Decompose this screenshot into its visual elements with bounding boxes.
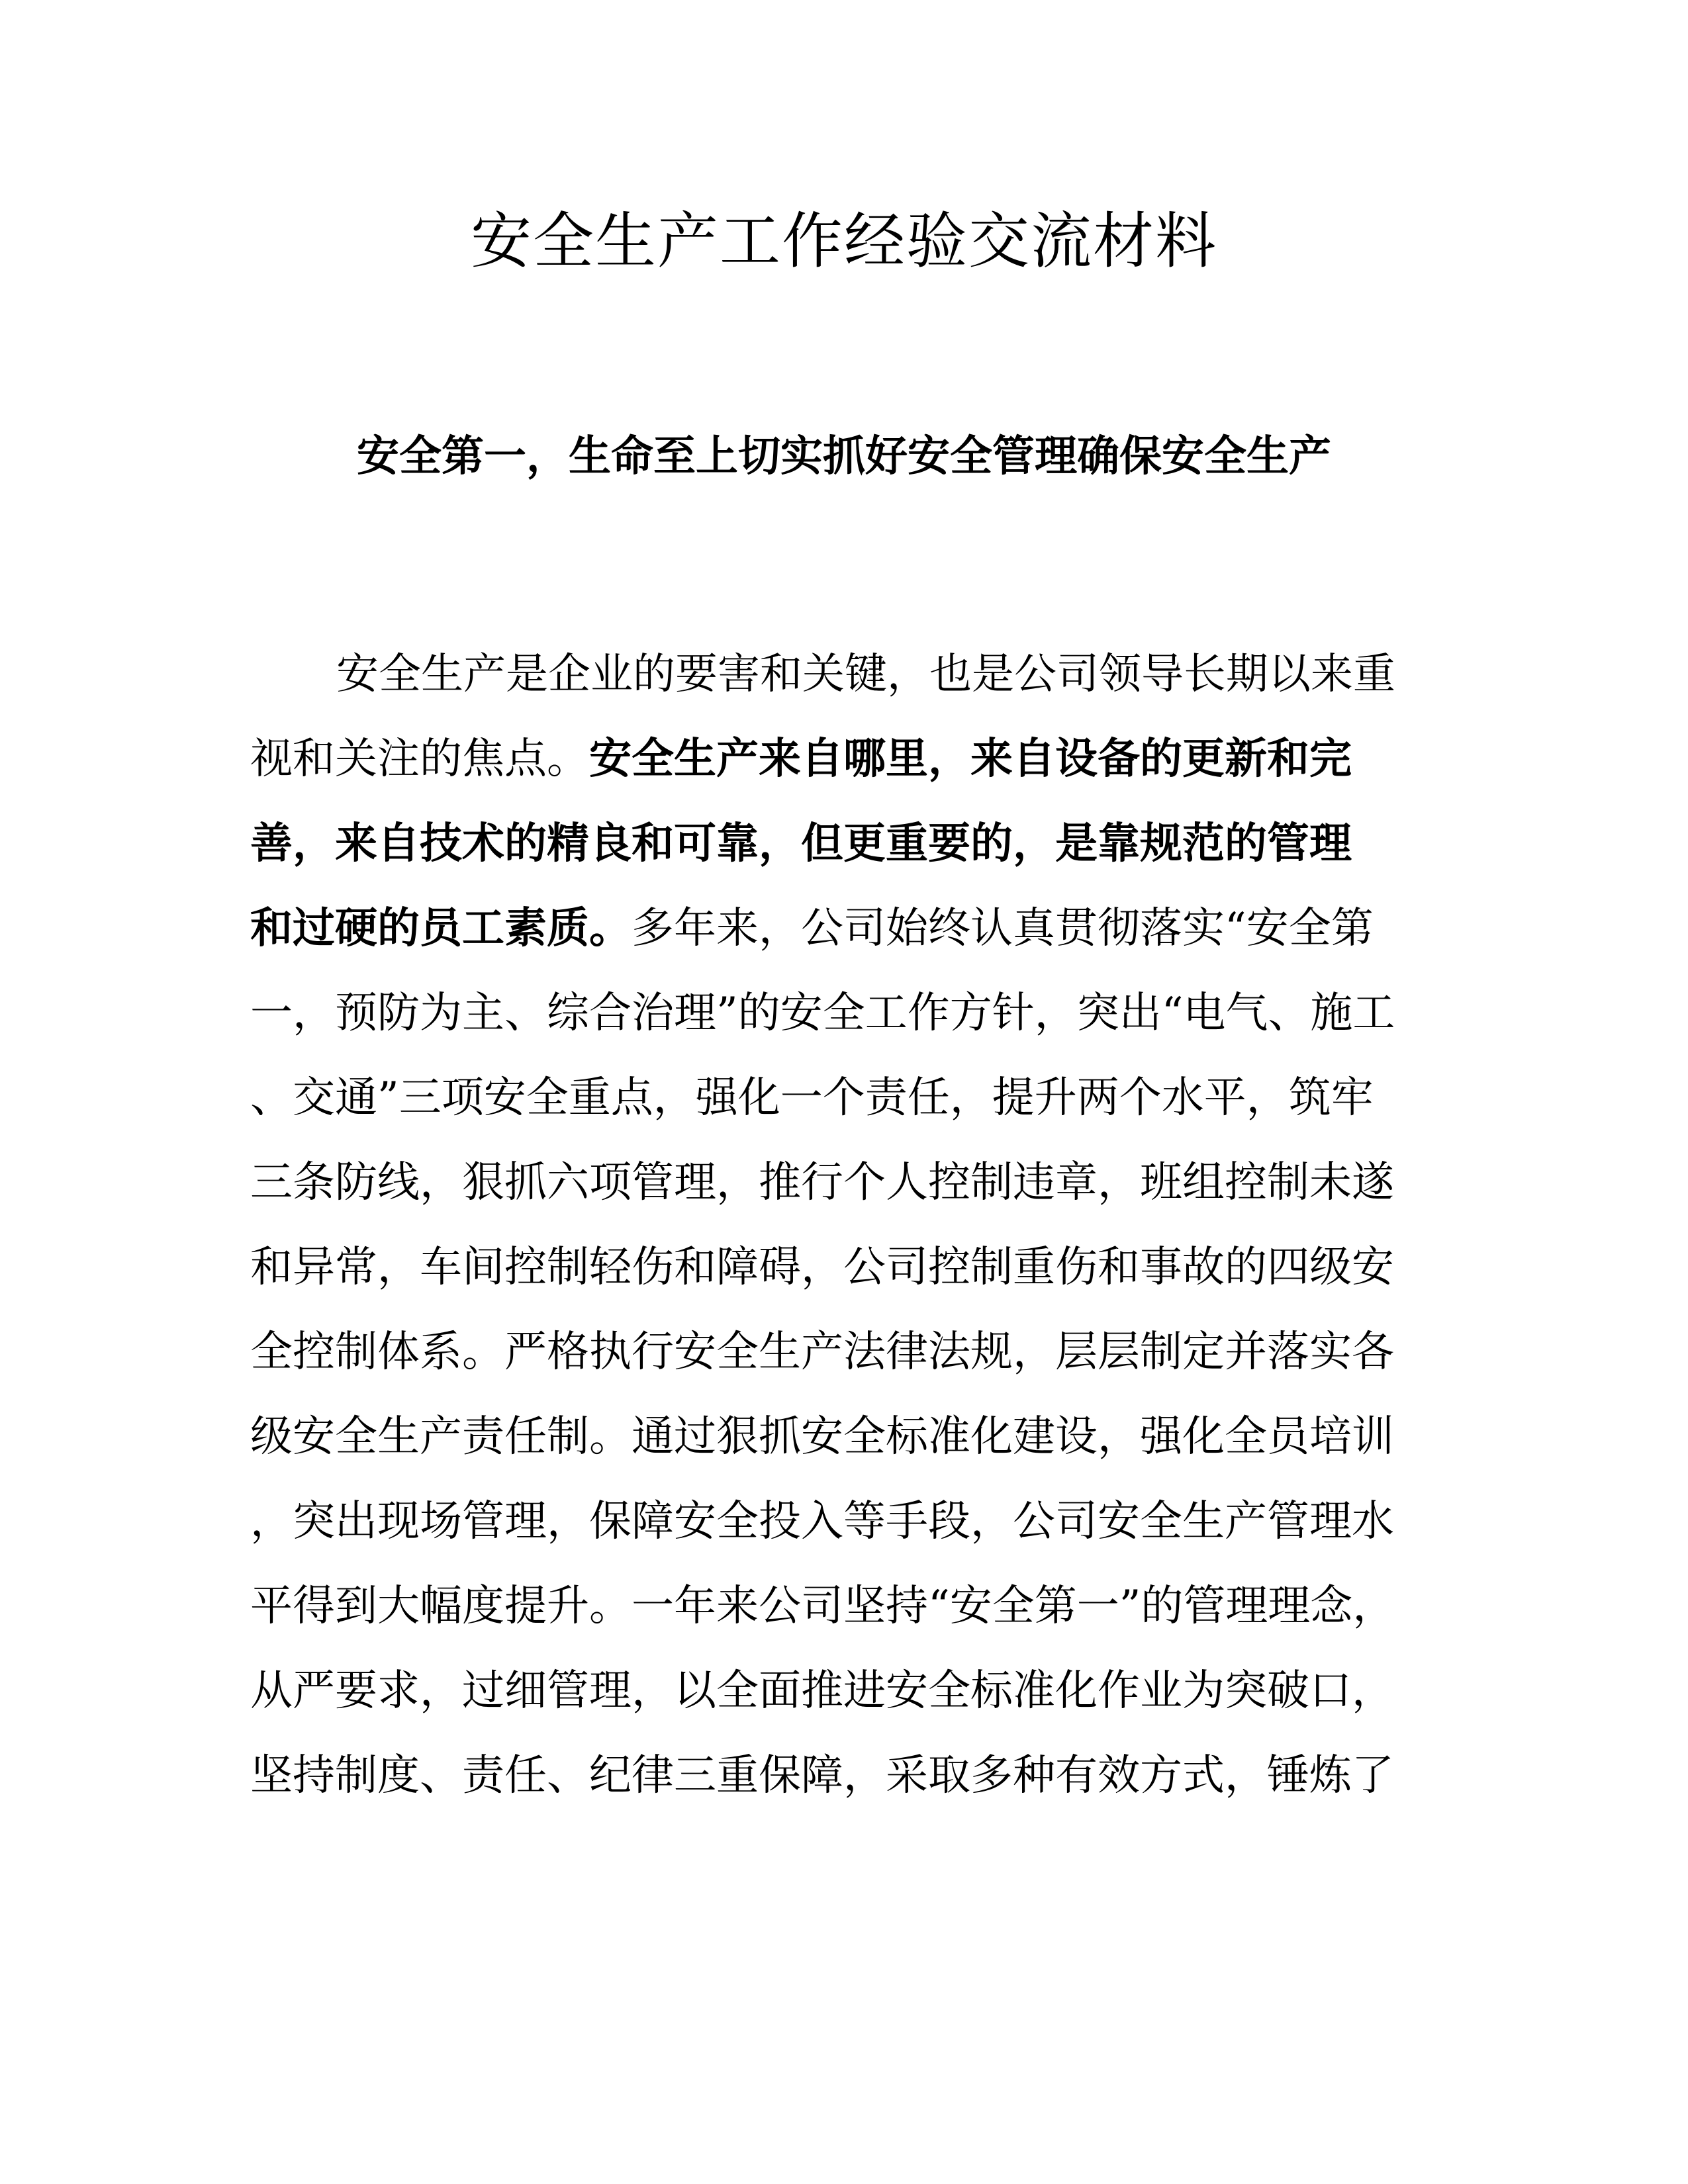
emphasized-text-run: 安全生产来自哪里，来自设备的更新和完 (589, 734, 1352, 784)
text-run: 多年来，公司始终认真贯彻落实“安全第 (632, 904, 1374, 953)
document-title: 安全生产工作经验交流材料 (470, 206, 1217, 277)
paragraph-line (250, 1564, 1435, 1649)
paragraph-line (250, 1140, 1435, 1225)
paragraph-line (250, 1225, 1435, 1310)
text-run: 全控制体系。严格执行安全生产法律法规，层层制定并落实各 (250, 1328, 1394, 1377)
text-run: 三条防线，狠抓六项管理，推行个人控制违章，班组控制未遂 (250, 1158, 1394, 1207)
document-subtitle: 安全第一，生命至上切实抓好安全管理确保安全生产 (357, 432, 1331, 481)
paragraph-line (250, 801, 1435, 886)
paragraph-line (250, 1056, 1435, 1140)
paragraph-line (250, 1479, 1435, 1564)
text-run: 一，预防为主、综合治理”的安全工作方针，突出“电气、施工 (250, 989, 1395, 1038)
paragraph-line (250, 632, 1435, 717)
text-run: 平得到大幅度提升。一年来公司坚持“安全第一”的管理理念， (250, 1582, 1395, 1631)
text-run: 坚持制度、责任、纪律三重保障，采取多种有效方式，锤炼了 (250, 1751, 1394, 1800)
text-run: 、交通”三项安全重点，强化一个责任，提升两个水平，筑牢 (250, 1073, 1374, 1122)
text-run: 安全生产是企业的要害和关键，也是公司领导长期以来重 (336, 650, 1395, 699)
paragraph-line (250, 1649, 1435, 1733)
body-paragraph (250, 632, 1435, 1818)
paragraph-line (250, 1733, 1435, 1818)
text-run: ，突出现场管理，保障安全投入等手段，公司安全生产管理水 (250, 1497, 1394, 1546)
text-run: 从严要求，过细管理，以全面推进安全标准化作业为突破口， (250, 1666, 1394, 1715)
paragraph-line (250, 1310, 1435, 1394)
text-run: 视和关注的焦点。 (250, 735, 589, 784)
paragraph-line (250, 1394, 1435, 1479)
emphasized-text-run: 善，来自技术的精良和可靠，但更重要的，是靠规范的管理 (250, 819, 1352, 868)
text-run: 和异常，车间控制轻伤和障碍，公司控制重伤和事故的四级安 (250, 1243, 1394, 1292)
text-run: 级安全生产责任制。通过狠抓安全标准化建设，强化全员培训 (250, 1412, 1394, 1461)
paragraph-line (250, 886, 1435, 971)
emphasized-text-run: 和过硬的员工素质。 (250, 903, 632, 953)
paragraph-line (250, 971, 1435, 1056)
paragraph-line (250, 717, 1435, 801)
